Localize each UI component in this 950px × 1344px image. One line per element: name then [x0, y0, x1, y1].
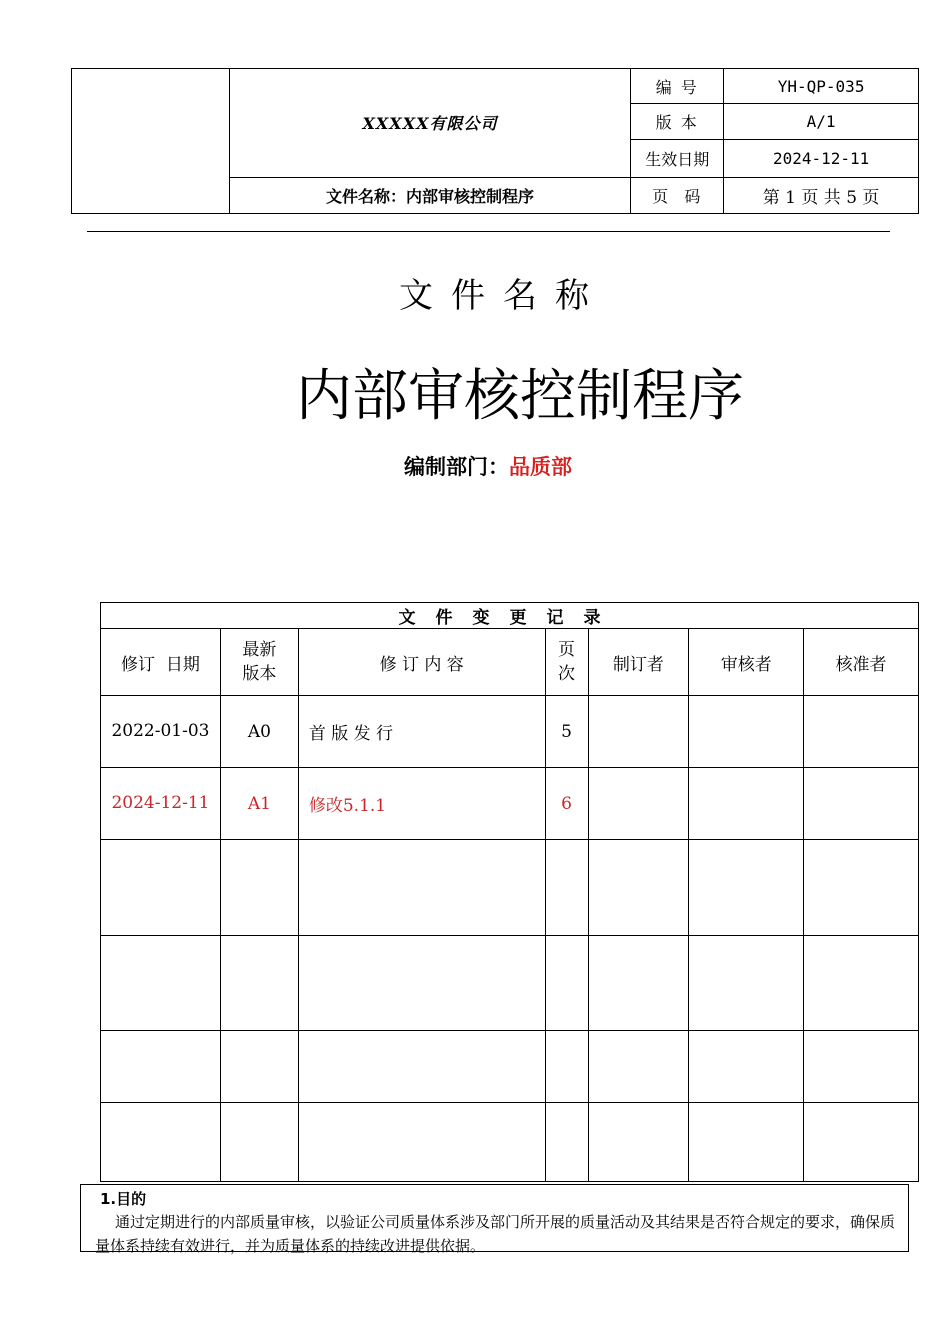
row-version: A0: [220, 696, 298, 768]
header-reviewer: 审核者: [689, 629, 804, 696]
empty-cell: [298, 1031, 545, 1103]
empty-cell: [298, 840, 545, 936]
empty-cell: [101, 1031, 221, 1103]
page-value: 第 1 页 共 5 页: [724, 177, 919, 213]
table-row-empty: [101, 840, 919, 936]
header-pages: 页次: [545, 629, 588, 696]
empty-cell: [804, 1031, 919, 1103]
table-row: [101, 696, 919, 768]
empty-cell: [804, 936, 919, 1031]
row-date: 2022-01-03: [101, 696, 221, 768]
purpose-section: [80, 1184, 909, 1255]
code-value: YH-QP-035: [724, 69, 919, 104]
empty-cell: [298, 1103, 545, 1182]
version-value: A/1: [724, 104, 919, 140]
empty-cell: [101, 840, 221, 936]
empty-cell: [220, 1031, 298, 1103]
empty-cell: [689, 1103, 804, 1182]
row-approver: [804, 696, 919, 768]
empty-cell: [588, 840, 689, 936]
header-date: 修订 日期: [101, 629, 221, 696]
company-name: XXXXX有限公司: [229, 69, 631, 178]
table-row: [101, 768, 919, 840]
empty-cell: [545, 1103, 588, 1182]
row-date: 2024-12-11: [101, 768, 221, 840]
table-row-empty: [101, 936, 919, 1031]
change-record-header-row: [101, 629, 919, 696]
row-reviewer: [689, 696, 804, 768]
empty-cell: [804, 1103, 919, 1182]
empty-cell: [545, 1031, 588, 1103]
row-reviewer: [689, 768, 804, 840]
table-row-empty: [101, 1031, 919, 1103]
version-label: 版 本: [631, 104, 724, 140]
logo-area: [72, 69, 230, 214]
department-value: 品质部: [509, 455, 572, 479]
doc-name-label: 文件名称：内部审核控制程序: [229, 177, 631, 213]
row-pages: 5: [545, 696, 588, 768]
department-line: [0, 451, 950, 481]
empty-cell: [804, 840, 919, 936]
empty-cell: [101, 1103, 221, 1182]
empty-cell: [689, 840, 804, 936]
cover-title-label: 文件名称: [399, 276, 607, 316]
empty-cell: [689, 1031, 804, 1103]
empty-cell: [101, 936, 221, 1031]
empty-cell: [220, 936, 298, 1031]
row-author: [588, 696, 689, 768]
change-record-table: [100, 602, 919, 1182]
header-divider: [87, 231, 890, 232]
empty-cell: [220, 840, 298, 936]
empty-cell: [545, 936, 588, 1031]
row-version: A1: [220, 768, 298, 840]
empty-cell: [220, 1103, 298, 1182]
empty-cell: [545, 840, 588, 936]
row-author: [588, 768, 689, 840]
empty-cell: [298, 936, 545, 1031]
document-header: [71, 68, 919, 214]
row-content: 首 版 发 行: [298, 696, 545, 768]
row-content: 修改5.1.1: [298, 768, 545, 840]
header-version: 最新版本: [220, 629, 298, 696]
table-row-empty: [101, 1103, 919, 1182]
header-content: 修 订 内 容: [298, 629, 545, 696]
effective-date-label: 生效日期: [631, 140, 724, 177]
purpose-heading: 1.目的: [100, 1190, 147, 1208]
effective-date-value: 2024-12-11: [724, 140, 919, 177]
header-author: 制订者: [588, 629, 689, 696]
row-approver: [804, 768, 919, 840]
row-pages: 6: [545, 768, 588, 840]
empty-cell: [588, 936, 689, 1031]
department-label: 编制部门：: [404, 455, 509, 479]
document-title: 内部审核控制程序: [296, 364, 744, 429]
header-approver: 核准者: [804, 629, 919, 696]
empty-cell: [689, 936, 804, 1031]
change-record-caption: 文件变更记录: [101, 603, 919, 629]
empty-cell: [588, 1103, 689, 1182]
empty-cell: [588, 1031, 689, 1103]
purpose-body: 通过定期进行的内部质量审核，以验证公司质量体系涉及部门所开展的质量活动及其结果是否符合规定的要求，确保质量体系持续有效进行，并为质量体系的持续改进提供依据。: [95, 1213, 896, 1255]
code-label: 编 号: [631, 69, 724, 104]
page-label: 页 码: [631, 177, 724, 213]
